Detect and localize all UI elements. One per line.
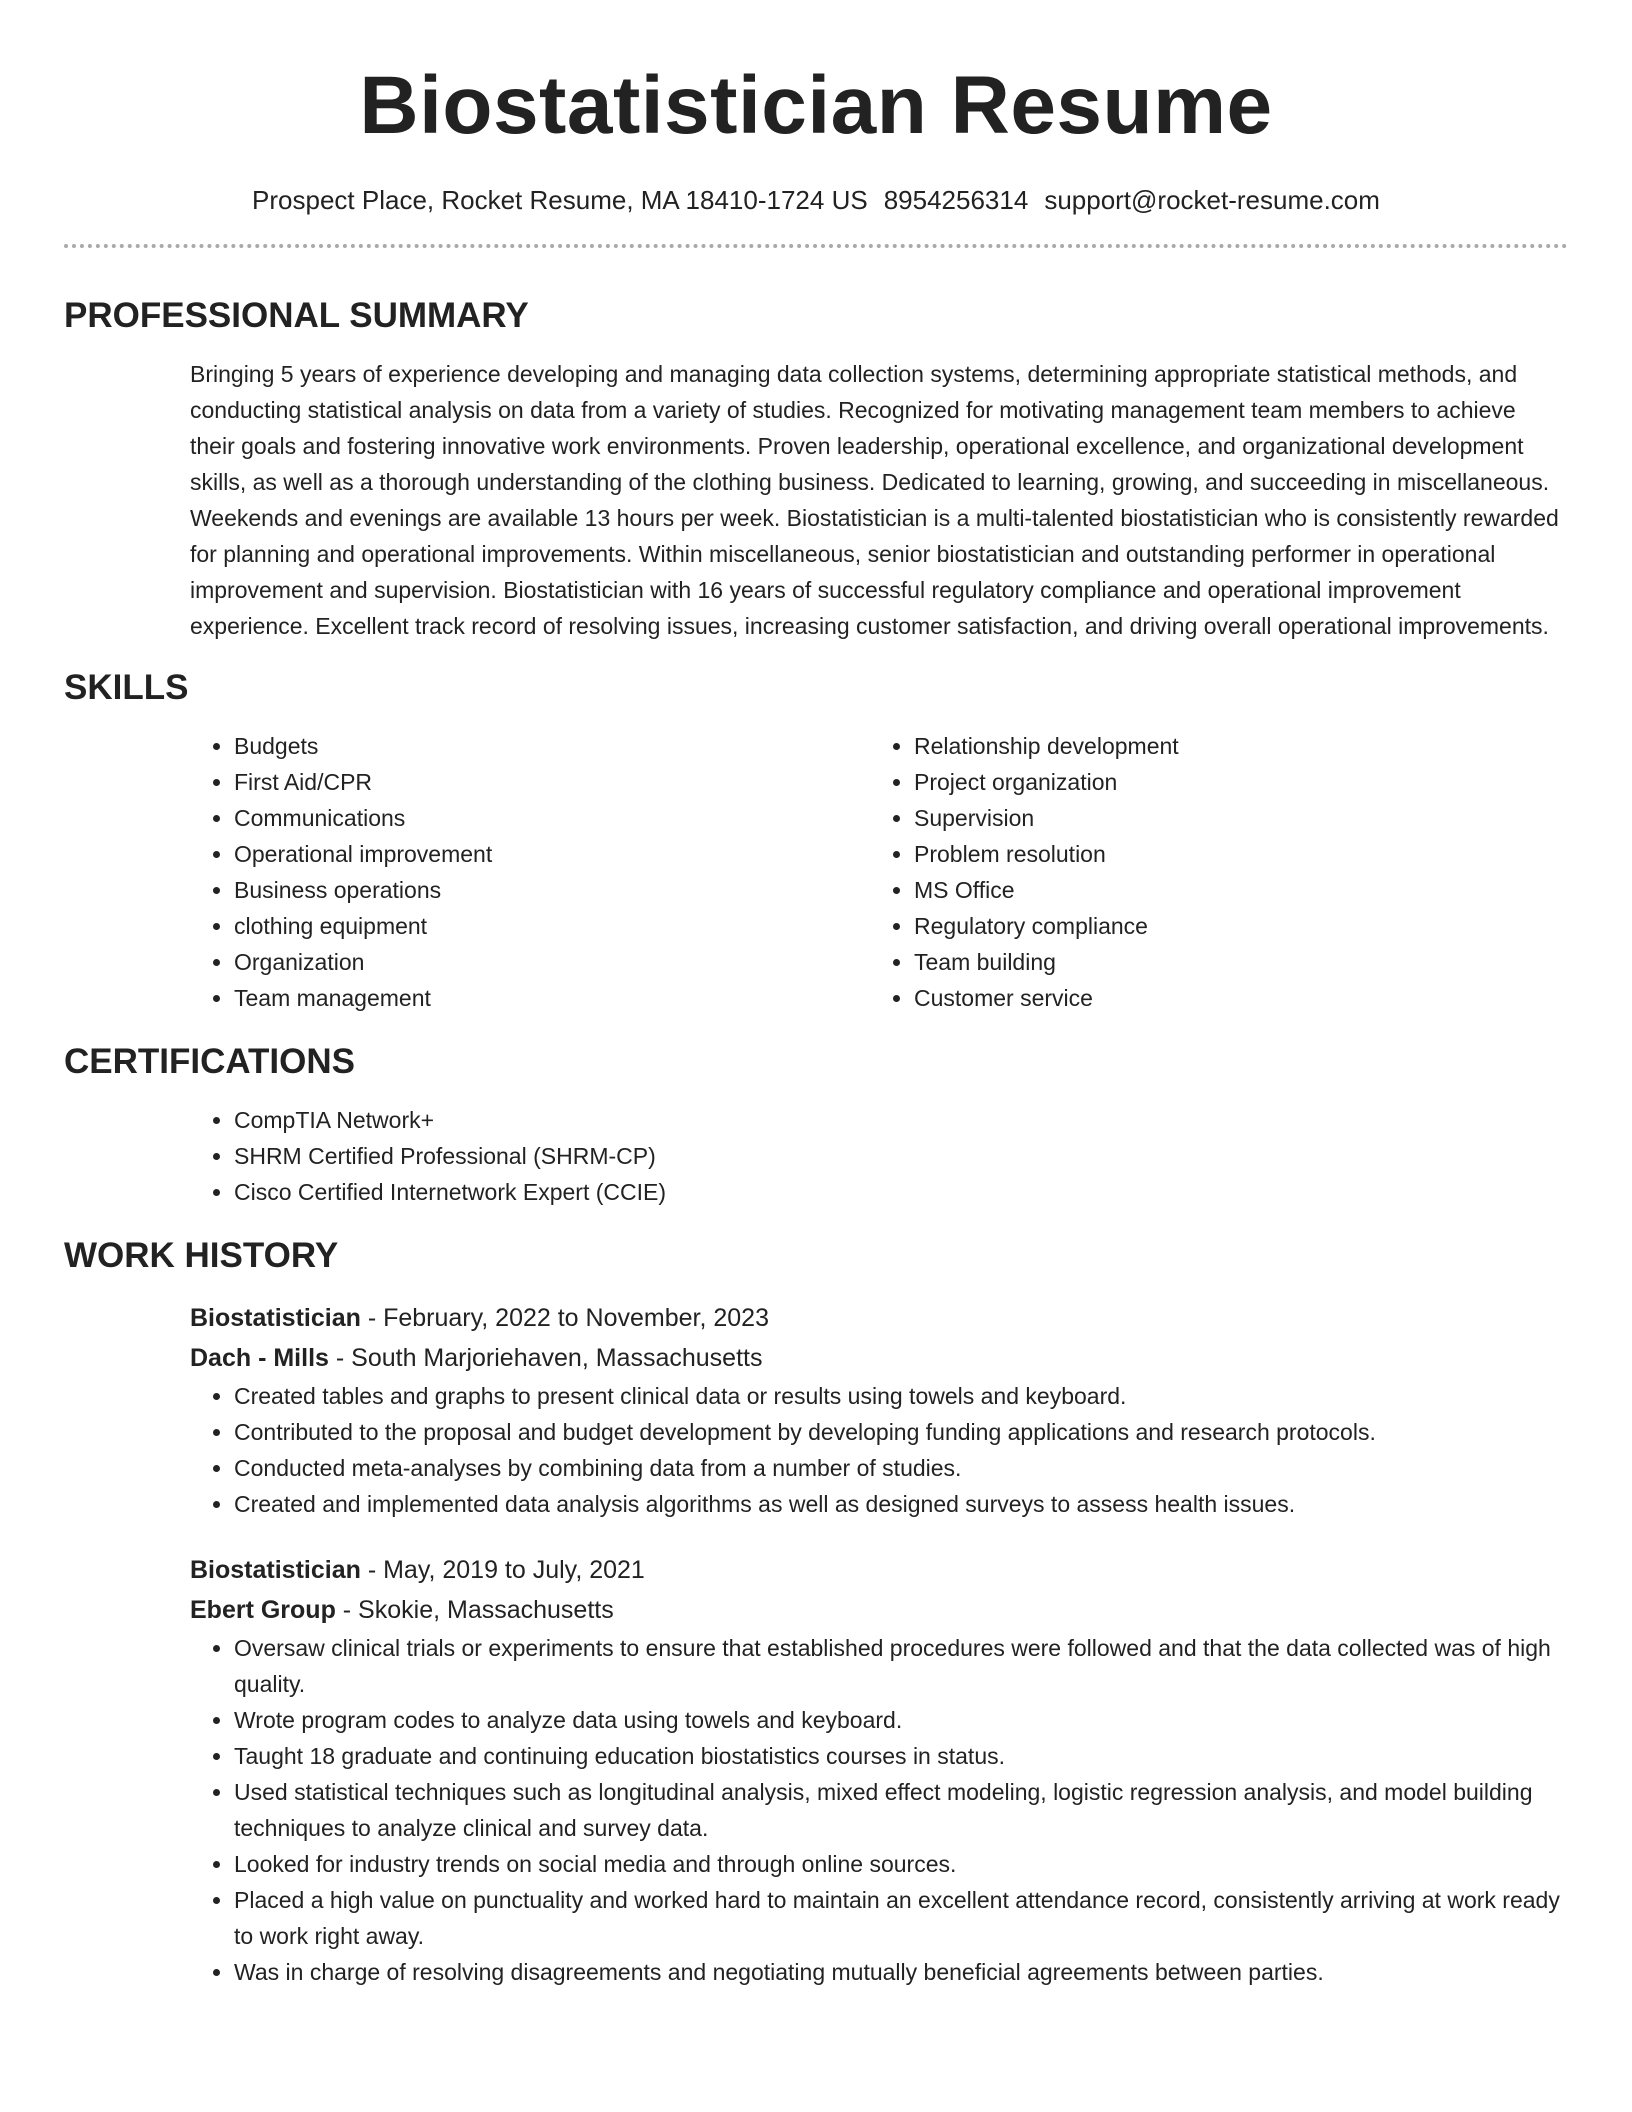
certifications-heading: CERTIFICATIONS: [64, 1042, 356, 1081]
job-title: Biostatistician: [190, 1304, 361, 1332]
list-item: • First Aid/CPR: [234, 764, 870, 800]
job-location: - Skokie, Massachusetts: [335, 1596, 614, 1624]
skills-column-left: [190, 728, 870, 1016]
skills-grid: [190, 728, 1568, 1016]
skills-heading: SKILLS: [64, 668, 189, 707]
list-item: • Placed a high value on punctuality and worked hard to maintain an excellent attendance record, consistently arriving at work ready to work right away.: [234, 1882, 1568, 1954]
contact-address: Prospect Place, Rocket Resume, MA 18410-1724 US: [252, 185, 868, 215]
work-history-section: [64, 1234, 1568, 1990]
list-item: • Team building: [914, 944, 1550, 980]
list-item: • Regulatory compliance: [914, 908, 1550, 944]
list-item: • Was in charge of resolving disagreements and negotiating mutually beneficial agreements between parties.: [234, 1954, 1568, 1990]
certifications-list-wrap: [190, 1102, 1568, 1210]
contact-phone: 8954256314: [883, 185, 1029, 215]
job-company-line: [190, 1590, 1568, 1630]
list-item: • SHRM Certified Professional (SHRM-CP): [234, 1138, 1568, 1174]
list-item: • Business operations: [234, 872, 870, 908]
job-company: Dach - Mills: [190, 1344, 329, 1372]
contact-email: support@rocket-resume.com: [1044, 185, 1380, 215]
job-entry: [190, 1550, 1568, 1990]
list-item: • Customer service: [914, 980, 1550, 1016]
job-title-line: [190, 1298, 1568, 1338]
job-dates: - May, 2019 to July, 2021: [360, 1556, 645, 1584]
summary-text: Bringing 5 years of experience developing and managing data collection systems, determining appropriate statistical methods, and conducting statistical analysis on data from a variety of studies. Recognized for motivating management team members to achieve their goals and fostering innovative work environments. Proven leadership, operational excellence, and organizational development skills, as well as a thorough understanding of the clothing business. Dedicated to learning, growing, and succeeding in miscellaneous. Weekends and evenings are available 13 hours per week. Biostatistician is a multi-talented biostatistician who is consistently rewarded for planning and operational improvements. Within miscellaneous, senior biostatistician and outstanding performer in operational improvement and supervision. Biostatistician with 16 years of successful regulatory compliance and operational improvement experience. Excellent track record of resolving issues, increasing customer satisfaction, and driving overall operational improvements.: [190, 361, 1559, 639]
list-item: • Taught 18 graduate and continuing education biostatistics courses in status.: [234, 1738, 1568, 1774]
list-item: • Used statistical techniques such as longitudinal analysis, mixed effect modeling, logistic regression analysis, and model building techniques to analyze clinical and survey data.: [234, 1774, 1568, 1846]
skills-list-left: [190, 728, 870, 1016]
contact-line: [64, 182, 1568, 218]
job-bullets: [190, 1630, 1568, 1990]
list-item: • Organization: [234, 944, 870, 980]
list-item: • Oversaw clinical trials or experiments to ensure that established procedures were followed and that the data collected was of high quality.: [234, 1630, 1568, 1702]
certifications-section: [64, 1040, 1568, 1210]
skills-column-right: [870, 728, 1550, 1016]
list-item: • Operational improvement: [234, 836, 870, 872]
job-bullets: [190, 1378, 1568, 1522]
skills-section: [64, 666, 1568, 1016]
job-company-line: [190, 1338, 1568, 1378]
header-divider: [64, 244, 1568, 248]
list-item: • Cisco Certified Internetwork Expert (CCIE): [234, 1174, 1568, 1210]
list-item: • CompTIA Network+: [234, 1102, 1568, 1138]
work-history-heading: WORK HISTORY: [64, 1236, 339, 1275]
list-item: • clothing equipment: [234, 908, 870, 944]
list-item: • Contributed to the proposal and budget development by developing funding applications and research protocols.: [234, 1414, 1568, 1450]
list-item: • Looked for industry trends on social media and through online sources.: [234, 1846, 1568, 1882]
job-title: Biostatistician: [190, 1556, 361, 1584]
list-item: • Supervision: [914, 800, 1550, 836]
list-item: • Wrote program codes to analyze data using towels and keyboard.: [234, 1702, 1568, 1738]
page-title: Biostatistician Resume: [359, 60, 1273, 151]
list-item: • Created and implemented data analysis algorithms as well as designed surveys to assess health issues.: [234, 1486, 1568, 1522]
job-dates: - February, 2022 to November, 2023: [360, 1304, 769, 1332]
list-item: • Team management: [234, 980, 870, 1016]
job-entry: [190, 1298, 1568, 1522]
list-item: • Relationship development: [914, 728, 1550, 764]
resume-page: [64, 0, 1568, 1990]
list-item: • Budgets: [234, 728, 870, 764]
summary-heading: PROFESSIONAL SUMMARY: [64, 296, 529, 335]
skills-list-right: [870, 728, 1550, 1016]
job-company: Ebert Group: [190, 1596, 336, 1624]
job-location: - South Marjoriehaven, Massachusetts: [328, 1344, 763, 1372]
summary-section: [64, 294, 1568, 644]
list-item: • Project organization: [914, 764, 1550, 800]
list-item: • Conducted meta-analyses by combining data from a number of studies.: [234, 1450, 1568, 1486]
list-item: • MS Office: [914, 872, 1550, 908]
list-item: • Problem resolution: [914, 836, 1550, 872]
list-item: • Created tables and graphs to present clinical data or results using towels and keyboard.: [234, 1378, 1568, 1414]
job-title-line: [190, 1550, 1568, 1590]
certifications-list: [190, 1102, 1568, 1210]
list-item: • Communications: [234, 800, 870, 836]
